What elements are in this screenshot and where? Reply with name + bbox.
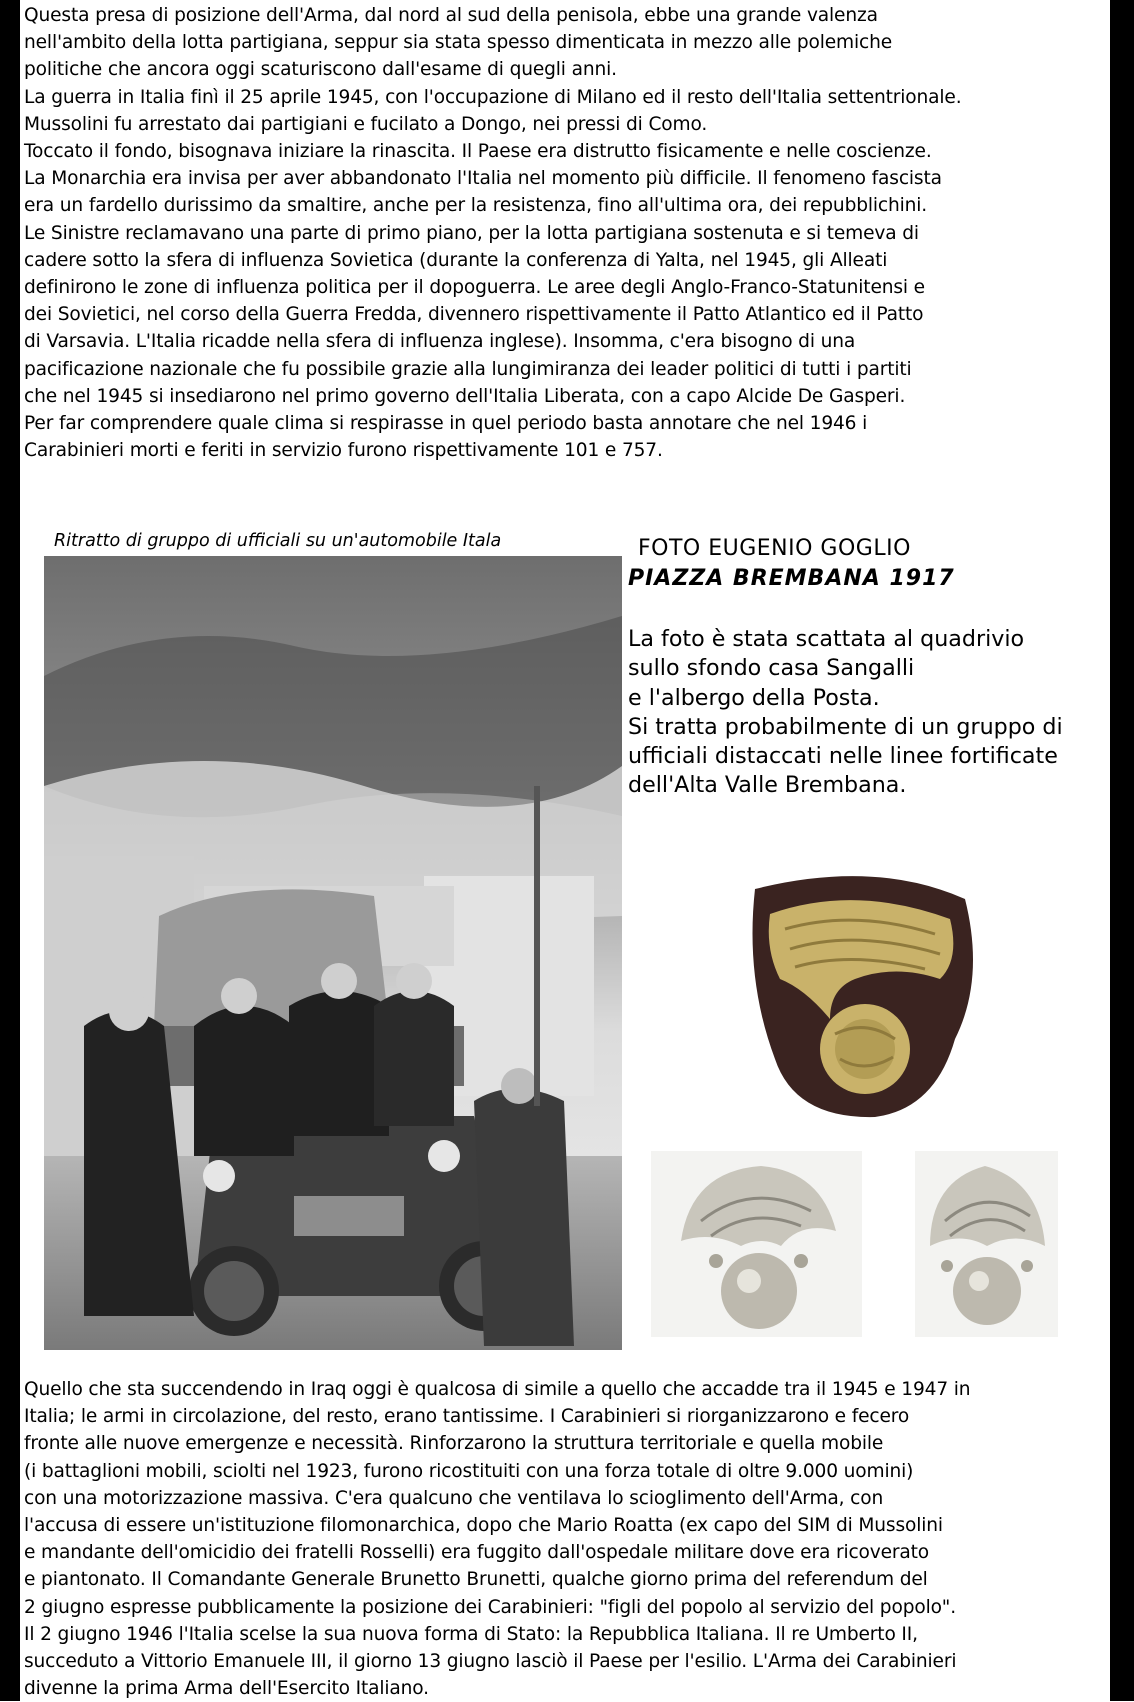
description-line: Si tratta probabilmente di un gruppo di xyxy=(628,713,1063,740)
text-line: e mandante dell'omicidio dei fratelli Rosselli) era fuggito dall'ospedale militare dove era ricoverato xyxy=(24,1542,930,1564)
text-line: Questa presa di posizione dell'Arma, dal nord al sud della penisola, ebbe una grande valenza xyxy=(24,5,878,26)
description-line: La foto è stata scattata al quadrivio xyxy=(628,626,1025,652)
left-border xyxy=(0,0,20,1701)
text-line: divenne la prima Arma dell'Esercito Italiano. xyxy=(24,1678,429,1700)
text-line: pacificazione nazionale che fu possibile grazie alla lungimiranza dei leader politici di tutti i partiti xyxy=(24,358,912,380)
text-line: fronte alle nuove emergenze e necessità. Rinforzarono la struttura territoriale e quella mobile xyxy=(24,1433,884,1455)
text-line: Toccato il fondo, bisognava iniziare la rinascita. Il Paese era distrutto fisicamente e nelle coscienze. xyxy=(24,141,932,163)
text-line: definirono le zone di influenza politica per il dopoguerra. Le aree degli Anglo-Franco-Statunitensi e xyxy=(24,277,925,299)
photo-place-date: PIAZZA BREMBANA 1917 xyxy=(628,566,955,591)
top-paragraph xyxy=(24,2,1110,464)
text-line: La Monarchia era invisa per aver abbandonato l'Italia nel momento più difficile. Il fenomeno fascista xyxy=(24,168,942,190)
description-line: ufficiali distaccati nelle linee fortificate xyxy=(628,743,1058,770)
photo-illustration xyxy=(44,556,622,1350)
text-line: nell'ambito della lotta partigiana, seppur sia stata spesso dimenticata in mezzo alle polemiche xyxy=(24,32,893,54)
embroidered-grenade-badge xyxy=(735,869,982,1118)
photo-description xyxy=(628,625,1063,801)
text-line: Carabinieri morti e feriti in servizio furono rispettivamente 101 e 757. xyxy=(24,440,663,462)
metal-grenade-badge-right xyxy=(915,1151,1058,1337)
text-line: cadere sotto la sfera di influenza Sovietica (durante la conferenza di Yalta, nel 1945, gli Alleati xyxy=(24,249,888,271)
description-line: e l'albergo della Posta. xyxy=(628,684,880,711)
text-line: Mussolini fu arrestato dai partigiani e fucilato a Dongo, nei pressi di Como. xyxy=(24,113,708,135)
group-photo xyxy=(44,556,622,1350)
text-line: era un fardello durissimo da smaltire, anche per la resistenza, fino all'ultima ora, dei repubblichini. xyxy=(24,195,928,217)
description-line: sullo sfondo casa Sangalli xyxy=(628,655,915,682)
text-line: politiche che ancora oggi scaturiscono dall'esame di quegli anni. xyxy=(24,59,617,81)
text-line: (i battaglioni mobili, sciolti nel 1923, furono ricostituiti con una forza totale di oltre 9.000 uomini) xyxy=(24,1460,914,1482)
text-line: Quello che sta succendendo in Iraq oggi è qualcosa di simile a quello che accadde tra il 1945 e 1947 in xyxy=(24,1379,971,1400)
description-line: dell'Alta Valle Brembana. xyxy=(628,772,907,799)
text-line: La guerra in Italia finì il 25 aprile 1945, con l'occupazione di Milano ed il resto dell'Italia settentrionale. xyxy=(24,86,962,108)
text-line: l'accusa di essere un'istituzione filomonarchica, dopo che Mario Roatta (ex capo del SIM di Mussolini xyxy=(24,1515,943,1537)
photo-credit: FOTO EUGENIO GOGLIO xyxy=(638,536,911,561)
text-line: di Varsavia. L'Italia ricadde nella sfera di influenza inglese). Insomma, c'era bisogno di una xyxy=(24,331,856,353)
text-line: succeduto a Vittorio Emanuele III, il giorno 13 giugno lasciò il Paese per l'esilio. L'Arma dei Carabinieri xyxy=(24,1651,957,1673)
text-line: Italia; le armi in circolazione, del resto, erano tantissime. I Carabinieri si riorganizzarono e fecero xyxy=(24,1406,910,1428)
text-line: Le Sinistre reclamavano una parte di primo piano, per la lotta partigiana sostenuta e si temeva di xyxy=(24,222,919,244)
text-line: Il 2 giugno 1946 l'Italia scelse la sua nuova forma di Stato: la Repubblica Italiana. Il re Umberto II, xyxy=(24,1623,918,1645)
text-line: che nel 1945 si insediarono nel primo governo dell'Italia Liberata, con a capo Alcide De Gasperi. xyxy=(24,385,906,407)
metal-grenade-badge-left xyxy=(651,1151,862,1337)
text-line: Per far comprendere quale clima si respirasse in quel periodo basta annotare che nel 1946 i xyxy=(24,413,868,435)
bottom-paragraph xyxy=(24,1376,1110,1702)
text-line: e piantonato. Il Comandante Generale Brunetto Brunetti, qualche giorno prima del referendum del xyxy=(24,1569,928,1591)
text-line: 2 giugno espresse pubblicamente la posizione dei Carabinieri: "figli del popolo al servizio del popolo". xyxy=(24,1596,956,1618)
photo-caption: Ritratto di gruppo di ufficiali su un'automobile Itala xyxy=(54,531,502,551)
text-line: con una motorizzazione massiva. C'era qualcuno che ventilava lo scioglimento dell'Arma, con xyxy=(24,1487,884,1509)
text-line: dei Sovietici, nel corso della Guerra Fredda, divennero rispettivamente il Patto Atlantico ed il Patto xyxy=(24,304,924,326)
right-border xyxy=(1110,0,1134,1701)
